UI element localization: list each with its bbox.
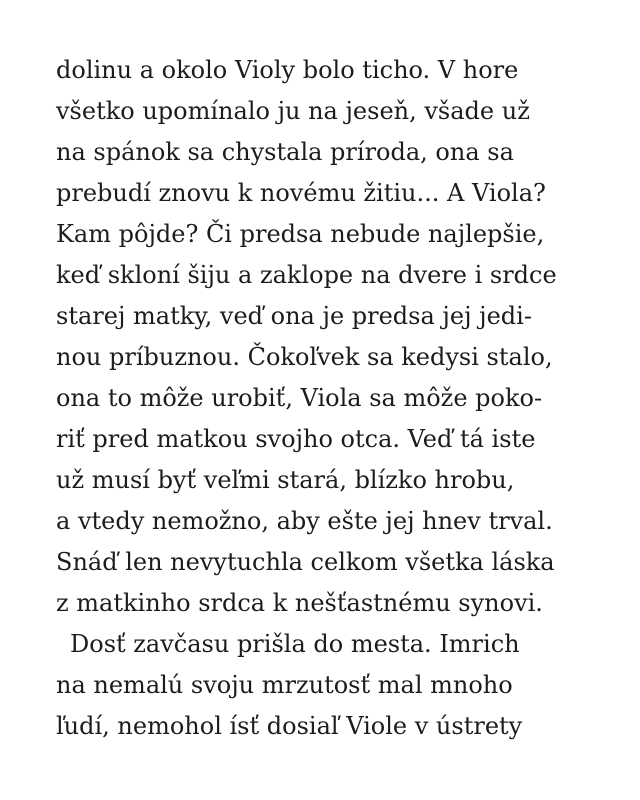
text-line: z matkinho srdca k nešťastnému synovi. (56, 589, 543, 617)
text-line: keď skloní šiju a zaklope na dvere i srdce (56, 261, 557, 289)
text-line: dolinu a okolo Violy bolo ticho. V hore (56, 56, 519, 84)
text-line: prebudí znovu k novému žitiu... A Viola? (56, 179, 546, 207)
text-line: na nemalú svoju mrzutosť mal mnoho (56, 671, 513, 699)
text-line: Snáď len nevytuchla celkom všetka láska (56, 548, 555, 576)
text-line: ona to môže urobiť, Viola sa môže poko- (56, 384, 543, 412)
text-line: už musí byť veľmi stará, blízko hrobu, (56, 466, 515, 494)
text-line: všetko upomínalo ju na jeseň, všade už (56, 97, 530, 125)
text-line: ľudí, nemohol ísť dosiaľ Viole v ústrety (56, 712, 523, 740)
text-line: a vtedy nemožno, aby ešte jej hnev trval. (56, 507, 553, 535)
body-text (56, 50, 596, 747)
text-line: Kam pôjde? Či predsa nebude najlepšie, (56, 220, 545, 248)
text-line: riť pred matkou svojho otca. Veď tá iste (56, 425, 536, 453)
text-line: starej matky, veď ona je predsa jej jedi- (56, 302, 532, 330)
text-line: na spánok sa chystala príroda, ona sa (56, 138, 514, 166)
text-line: nou príbuznou. Čokoľvek sa kedysi stalo, (56, 343, 553, 371)
paragraph-start-line: Dosť zavčasu prišla do mesta. Imrich (70, 630, 520, 658)
